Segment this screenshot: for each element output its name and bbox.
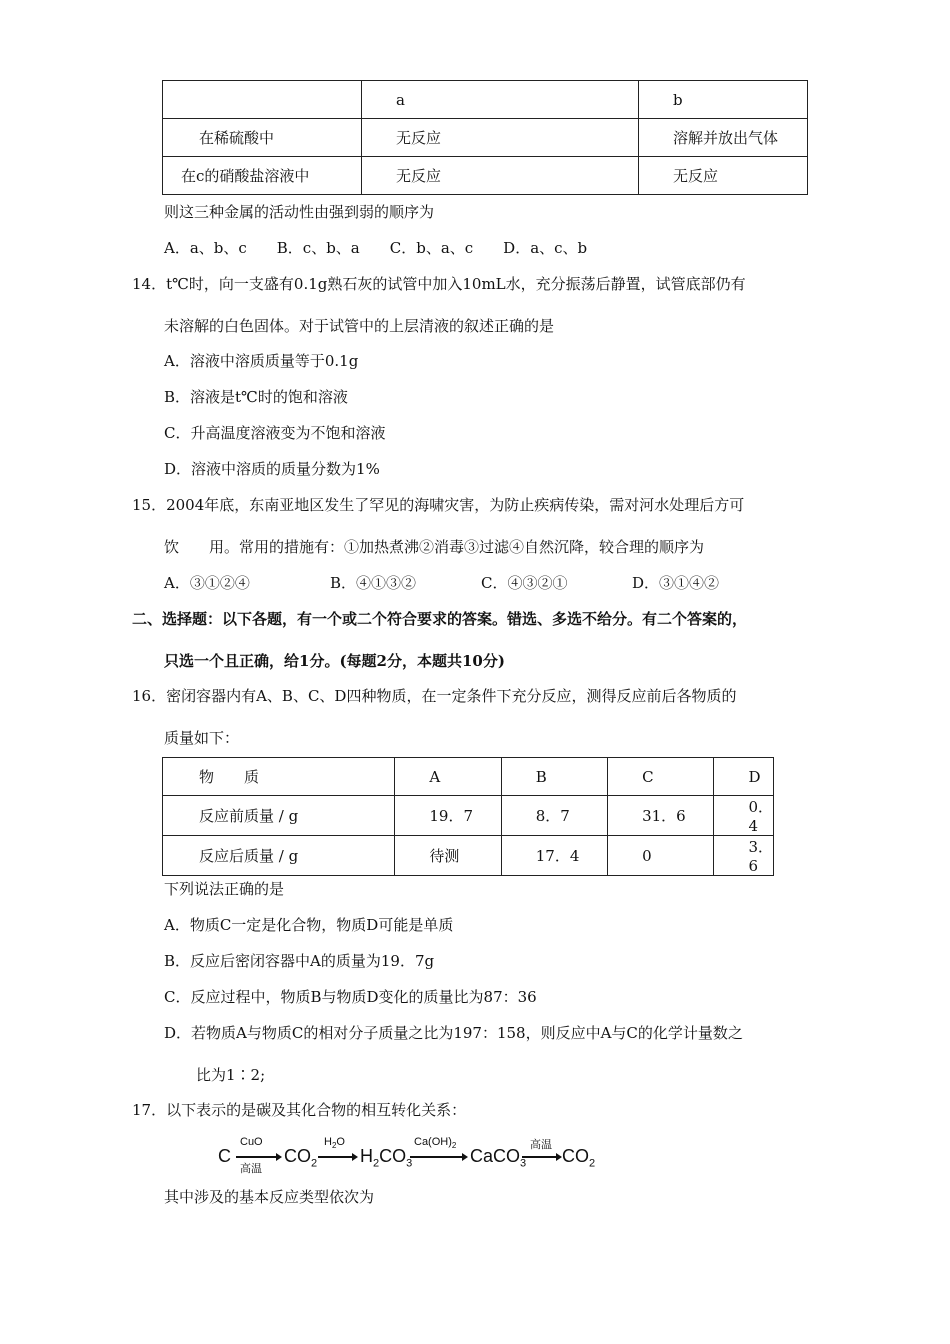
metal-reaction-table (162, 80, 808, 195)
mass-table-header: 物 质 (163, 758, 395, 796)
eq-arrow1 (236, 1156, 280, 1158)
table-header-b: b (639, 81, 808, 119)
table-cell: 无反应 (362, 157, 639, 195)
carbon-conversion-equation (218, 1136, 598, 1176)
mass-table-row-label: 反应前质量 / g (163, 796, 395, 836)
q16-option-d-line2: 比为1∶2; (196, 1066, 266, 1084)
q15-line1: 15．2004年底，东南亚地区发生了罕见的海啸灾害，为防止疾病传染，需对河水处理后方可 (132, 496, 745, 514)
q15-option-d: D．③①④② (632, 574, 720, 592)
q16-option-d-line1: D．若物质A与物质C的相对分子质量之比为197：158，则反应中A与C的化学计量数之 (164, 1024, 743, 1042)
q13-stem: 则这三种金属的活动性由强到弱的顺序为 (164, 203, 435, 221)
eq-arrow4-top: 高温 (530, 1139, 552, 1151)
q16-line1: 16．密闭容器内有A、B、C、D四种物质，在一定条件下充分反应，测得反应前后各物质的 (132, 687, 737, 705)
mass-table-cell: 19．7 (395, 796, 501, 836)
q17-line1: 17．以下表示的是碳及其化合物的相互转化关系： (132, 1101, 467, 1119)
table-row-label: 在c的硝酸盐溶液中 (163, 157, 362, 195)
eq-arrow2 (318, 1156, 356, 1158)
eq-carbon: C (218, 1146, 231, 1166)
mass-table-header: C (608, 758, 714, 796)
q15-line2: 饮 用。常用的措施有：①加热煮沸②消毒③过滤④自然沉降，较合理的顺序为 (164, 538, 705, 556)
section2-heading-line2: 只选一个且正确，给1分。(每题2分，本题共10分) (164, 652, 505, 670)
q14-line2: 未溶解的白色固体。对于试管中的上层清液的叙述正确的是 (164, 317, 555, 335)
mass-table-header: D (714, 758, 774, 796)
q16-option-b: B．反应后密闭容器中A的质量为19．7g (164, 952, 435, 970)
q15-option-b: B．④①③② (330, 574, 417, 592)
table-header-a: a (362, 81, 639, 119)
mass-table (162, 757, 774, 876)
table-cell: 无反应 (639, 157, 808, 195)
table-row-label: 在稀硫酸中 (163, 119, 362, 157)
eq-co2-last: $CO_2$ (562, 1146, 596, 1170)
table-cell (163, 81, 362, 119)
mass-table-cell: 17．4 (501, 836, 607, 876)
q14-option-b: B．溶液是t℃时的饱和溶液 (164, 388, 348, 406)
eq-arrow4 (522, 1156, 560, 1158)
q14-option-d: D．溶液中溶质的质量分数为1% (164, 460, 380, 478)
mass-table-row-label: 反应后质量 / g (163, 836, 395, 876)
q13-options: A．a、b、c B．c、b、a C．b、a、c D．a、c、b (164, 239, 588, 257)
mass-table-cell: 3．6 (714, 836, 774, 876)
mass-table-cell: 0 (608, 836, 714, 876)
q16-stem: 下列说法正确的是 (164, 880, 285, 898)
table-cell: 无反应 (362, 119, 639, 157)
q14-option-a: A．溶液中溶质质量等于0.1g (164, 352, 359, 370)
mass-table-cell: 待测 (395, 836, 501, 876)
q14-line1: 14．t℃时，向一支盛有0.1g熟石灰的试管中加入10mL水，充分振荡后静置，试管底部仍有 (132, 275, 746, 293)
table-cell: 溶解并放出气体 (639, 119, 808, 157)
q16-option-c: C．反应过程中，物质B与物质D变化的质量比为87：36 (164, 988, 537, 1006)
eq-arrow3 (410, 1156, 466, 1158)
eq-co2-first: $CO_2$ (284, 1146, 318, 1170)
mass-table-cell: 0．4 (714, 796, 774, 836)
mass-table-header: B (501, 758, 607, 796)
q15-option-a: A．③①②④ (164, 574, 250, 592)
eq-arrow1-top: CuO (240, 1136, 263, 1148)
q17-line2: 其中涉及的基本反应类型依次为 (164, 1188, 375, 1206)
eq-h2co3: $H_2CO_3$ (360, 1146, 413, 1170)
q14-option-c: C．升高温度溶液变为不饱和溶液 (164, 424, 386, 442)
section2-heading-line1: 二、选择题：以下各题，有一个或二个符合要求的答案。错选、多选不给分。有二个答案的， (132, 610, 748, 628)
eq-arrow1-bottom: 高温 (240, 1163, 262, 1175)
eq-arrow3-top: $Ca(OH)_2$ (414, 1136, 457, 1151)
mass-table-header: A (395, 758, 501, 796)
eq-arrow2-top: $H_2O$ (324, 1136, 345, 1151)
q16-option-a: A．物质C一定是化合物，物质D可能是单质 (164, 916, 454, 934)
mass-table-cell: 31．6 (608, 796, 714, 836)
mass-table-cell: 8．7 (501, 796, 607, 836)
q16-line2: 质量如下： (164, 729, 240, 747)
eq-caco3: CaCO$_3$ (470, 1146, 527, 1170)
q15-option-c: C．④③②① (481, 574, 568, 592)
